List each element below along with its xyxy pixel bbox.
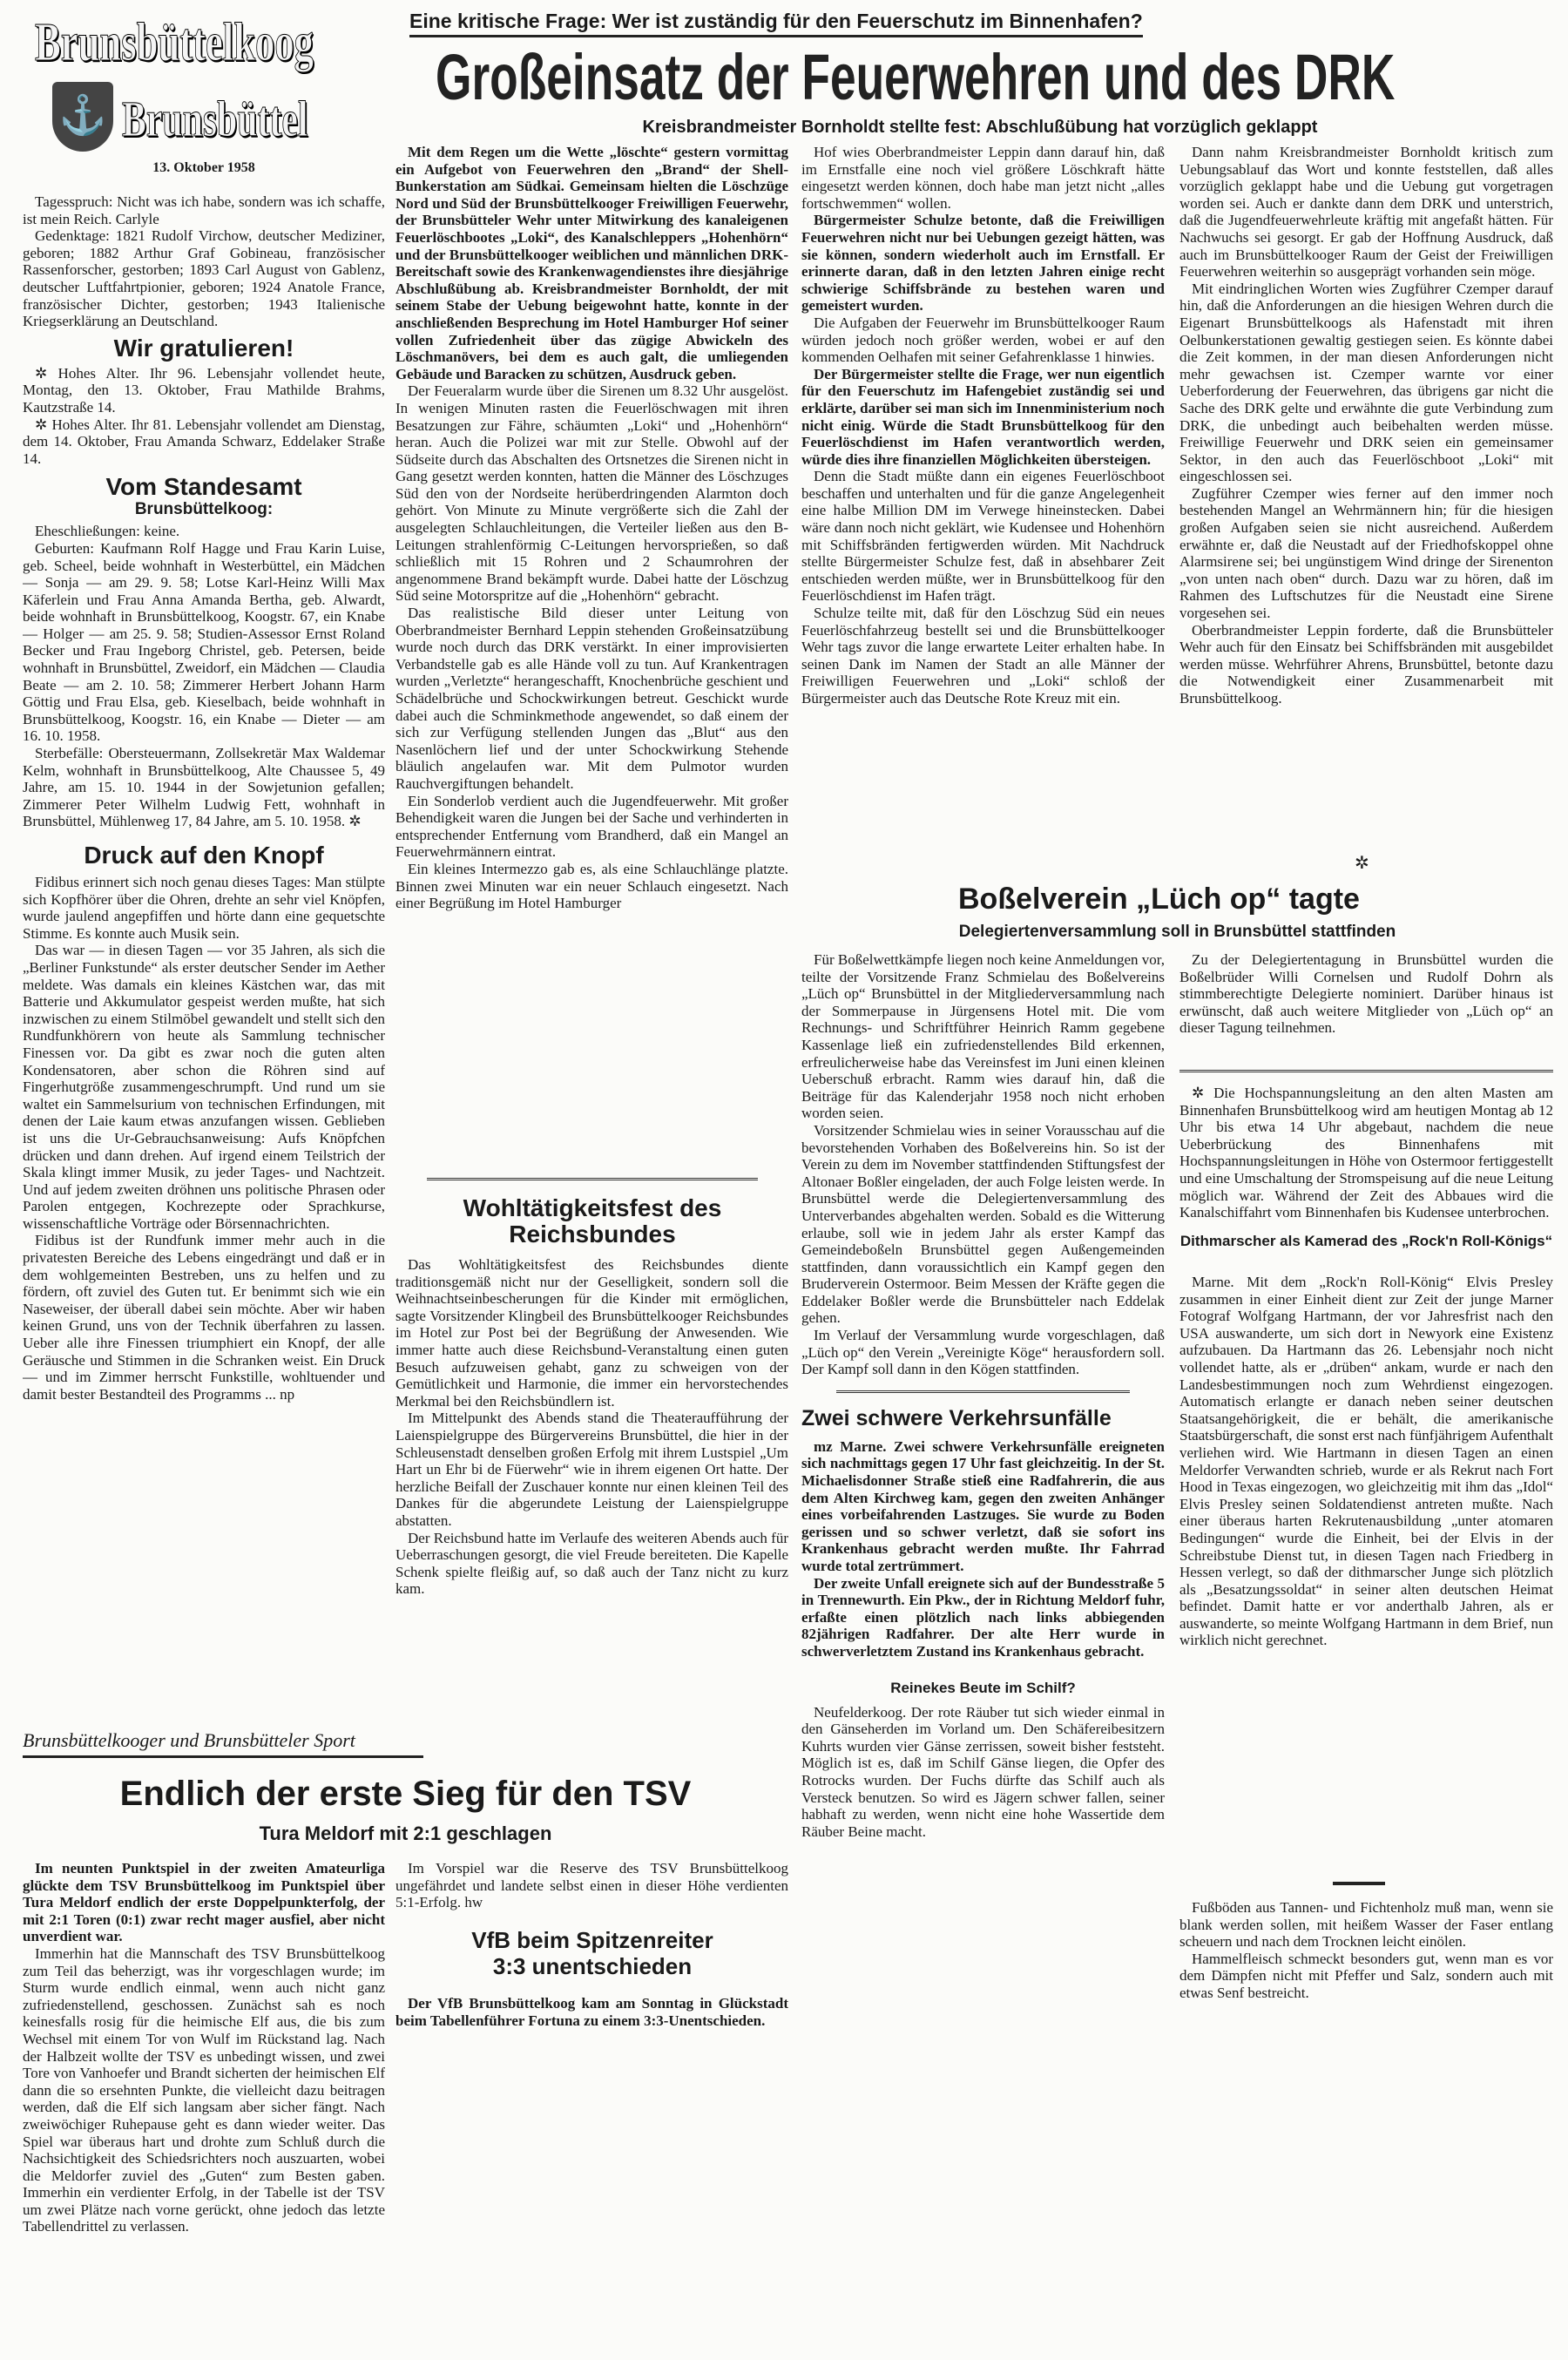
reineke-title: Reinekes Beute im Schilf? (890, 1679, 1076, 1696)
main-column-3 (1179, 144, 1553, 849)
vfb-title: VfB beim Spitzenreiter 3:3 unentschieden (471, 1927, 713, 1979)
bossel-paragraph: Im Verlauf der Versammlung wurde vorgeschlagen, daß „Lüch op“ den Verein „Vereinigte Köge“ herausfordern soll. Der Kampf soll dann in den Kögen stattfinden. (801, 1327, 1165, 1378)
main-paragraph: Denn die Stadt müßte dann ein eigenes Feuerlöschboot beschaffen und unterhalten und für die ganze Angelegenheit eine halbe Million DM im Verwege hineinstecken. Dabei wäre dann noch nicht geklärt, wie Kudensee und Hohenhörn mit Schiffsbränden fertigwerden würden. Mit Nachdruck stellte Bürgermeister Schulze fest, daß in absehbarer Zeit entschieden werden müßte, wer in Brunsbüttelkoog für den Feuerlöschdienst im Hafen trägt. (801, 468, 1165, 605)
masthead-line1: Brunsbüttelkoog (35, 13, 314, 72)
bossel-subtitle: Delegiertenversammlung soll in Brunsbüttel stattfinden (958, 923, 1396, 941)
sport-paragraph: Immerhin hat die Mannschaft des TSV Brunsbüttelkoog zum Teil das beherzigt, was ihr vorgeschlagen wurde; im Sturm wurde endlich einmal, wenn auch nicht ganz zufriedenstellend, geschossen. Zunächst sah es noch keinesfalls rosig für die heimische Elf aus, die bis zum Wechsel mit einem Tor von Wulf im Rückstand lag. Nach der Halbzeit wollte der TSV es unbedingt wissen, und zwei Tore von Vanhoefer und Brandt sicherten der heimischen Elf dann die so ersehnten Punkte, die vielleicht dazu beitragen werden, daß die Elf sich langsam aber sicher fängt. Nach zweiwöchiger Ruhepause geht es dann wieder weiter. Das Spiel war überaus hart und drohte zum Schluß durch die Nachsichtigkeit des Schiedsrichters noch auszuarten, wobei die Meldorfer zuviel des „Guten“ zum Besten gaben. Immerhin ein verdienter Erfolg, in der Tabelle ist der TSV um zwei Plätze nach vorne gerückt, ohne jedoch das letzte Tabellendrittel zu verlassen. (23, 1944, 385, 2235)
knopf-paragraph: Fidibus ist der Rundfunk immer mehr auch in die privatesten Bereiche des Lebens eingedrängt und daß er in dem wohlgemeinten Bestreben, uns zu helfen und zu fördern, oft zuviel des Guten tut. Er benimmt sich wie ein Naseweiser, der überall dabei sein möchte. Aber wir haben keinen Grund, uns von der Technik überfahren zu lassen. Ueber alle ihre Finessen triumphiert ein Knopf, der alle Geräusche und Stimmen in die Schranken weist. Ein Druck — und im Zimmer herrscht Funkstille, wohltuender und damit bester Bestandteil des Programms ... np (23, 1232, 385, 1403)
divider (1333, 1882, 1385, 1885)
reichsbund-title: Wohltätigkeitsfest des Reichsbundes (463, 1195, 722, 1248)
main-lead: Mit dem Regen um die Wette „löschte“ gestern vormittag ein Aufgebot von Feuerwehren den „Brand“ der Shell-Bunkerstation am Südkai. Gemeinsam hielten die Löschzüge Nord und Süd der Brunsbüttelkooger Freiwilligen Feuerwehr, der Brunsbütteler Wehr unter Mitwirkung des kanaleigenen Feuerlöschbootes „Loki“, des Kanalschleppers „Hohenhörn“ und der Brunsbüttelkooger weiblichen und männlichen DRK-Bereitschaft sowie des Krankenwagendienstes ihre diesjährige Abschlußübung ab. Kreisbrandmeister Bornholdt, der mit seinem Stabe der Uebung beigewohnt hatte, konnte in der anschließenden Besprechung im Hotel Hamburger Hof seiner vollen Zufriedenheit über das zügige Abwickeln des Löschmanövers, bei dem es auch galt, die umliegenden Gebäude und Baracken zu schützen, Ausdruck geben. (395, 144, 788, 382)
standesamt-entry: Eheschließungen: keine. (35, 523, 180, 540)
tagesspruch: Tagesspruch: Nicht was ich habe, sondern was ich schaffe, ist mein Reich. Carlyle (23, 193, 385, 227)
main-paragraph: Ein Sonderlob verdient auch die Jugendfeuerwehr. Mit großer Behendigkeit waren die Jungen bei der Sache und verhinderten in entsprechender Entfernung vom Brandherd, daß ein Mangel an Feuerwehrmännern eintrat. (395, 792, 788, 861)
reichsbund-paragraph: Der Reichsbund hatte im Verlaufe des weiteren Abends auch für Ueberraschungen gesorgt, die viel Freude bereiteten. Die Kapelle Schenk spielte fleißig auf, so daß auch der Tanz nicht zu kurz kam. (395, 1529, 788, 1598)
main-paragraph: Bürgermeister Schulze betonte, daß die Freiwilligen Feuerwehren nicht nur bei Uebungen gezeigt hätten, was sie können, sondern wiederholt auch im Ernstfall. Er erinnerte daran, daß in den letzten Jahren einige recht schwierige Schiffsbrände zu bestehen waren und gemeistert wurden. (801, 212, 1165, 314)
reichsbund-paragraph: Das Wohltätigkeitsfest des Reichsbundes diente traditionsgemäß nicht nur der Geselligkeit, sondern soll die Weihnachtseinbescherungen für die Kinder mit ermöglichen, sagte Vorsitzender Klingbeil des Brunsbüttelkooger Reichsbundes im Hotel zur Post bei der Begrüßung der Anwesenden. Wie immer hatte auch diese Reichsbund-Veranstaltung einen guten Besuch aufzuweisen gehabt, ganz zu schweigen von der Gemütlichkeit und Harmonie, die immer ein hervorstechendes Merkmal bei den Reichsbündlern ist. (395, 1256, 788, 1410)
main-kicker: Eine kritische Frage: Wer ist zuständig für den Feuerschutz im Binnenhafen? (409, 9, 1143, 37)
divider (427, 1178, 758, 1180)
main-paragraph: Zugführer Czemper wies ferner auf den immer noch bestehenden Mangel an Wehrmännern hin; für die hiesigen großen Aufgaben seien sie nicht ausreichend. Außerdem erwähnte er, daß die Neustadt auf der Friedhofskoppel ohne Alarmsirene sei; bei ungünstigem Wind dringe der Sirenenton „von unten nach oben“ durch. Dazu war zu hören, daß im Rahmen des Luftschutzes für die Neustadt eine Sirene vorgesehen sei. (1179, 484, 1553, 622)
coat-of-arms-icon: ⚓ (52, 82, 113, 152)
gratulation-item: ✲ Hohes Alter. Ihr 96. Lebensjahr vollendet heute, Montag, den 13. Oktober, Frau Mathilde Brahms, Kautzstraße 14. (23, 364, 385, 416)
main-paragraph: Oberbrandmeister Leppin forderte, daß die Brunsbütteler Wehr auch für den Einsatz bei Schiffsbränden mit ausgebildet werden müsse. Wehrführer Ahrens, Brunsbüttel, betonte dazu die Notwendigkeit einer Zusammenarbeit mit Brunsbüttelkoog. (1179, 621, 1553, 707)
hochspannung-text: ✲ Die Hochspannungsleitung an den alten Masten am Binnenhafen Brunsbüttelkoog wird am heutigen Montag ab 12 Uhr bis etwa 14 Uhr abgebaut, nachdem die neue Ueberbrückung des Binnenhafens mit Hochspannungsleitungen in Höhe von Ostermoor fertiggestellt und eine Umschaltung der Stromspeisung auf die neue Leitung möglich war. Während der Zeit des Abbaues wird die Kanalschiffahrt vom Binnenhafen bis Kudensee unterbrochen. (1179, 1085, 1553, 1221)
unfaelle-paragraph: Der zweite Unfall ereignete sich auf der Bundesstraße 5 in Trennewurth. Ein Pkw., der in Richtung Meldorf fuhr, erfaßte einen plötzlich nach links abbiegenden 82jährigen Radfahrer. Der alte Herr wurde in schwerverletztem Zustand ins Krankenhaus gebracht. (801, 1574, 1165, 1660)
column-2-lower (801, 951, 1165, 2356)
vfb-article (395, 1995, 788, 2065)
bossel-title: Boßelverein „Lüch op“ tagte (958, 882, 1360, 916)
issue-date: 13. Oktober 1958 (152, 160, 255, 175)
divider (1179, 1070, 1553, 1072)
main-paragraph: Schulze teilte mit, daß für den Löschzug Süd ein neues Feuerlöschfahrzeug bestellt sei und die Brunsbüttelkooger Wehr tags zuvor die lange erwartete Leiter erhalten habe. In seinen Dank im Namen der Stadt an alle Männer der Freiwilligen Feuerwehren und „Loki“ schloß der Bürgermeister auch das Deutsche Rote Kreuz mit ein. (801, 605, 1165, 707)
reineke-article (801, 1704, 1165, 1841)
main-headline: Großeinsatz der Feuerwehren und des DRK (436, 42, 1396, 113)
main-column-1 (395, 144, 788, 1167)
sport-subline: Tura Meldorf mit 2:1 geschlagen (259, 1822, 552, 1844)
main-paragraph: Mit eindringlichen Worten wies Zugführer Czemper darauf hin, daß die Anforderungen an die hiesigen Wehren durch die Eigenart Brunsbüttelkoogs als Hafenstadt mit ihren Oelbunkerstationen gewaltig gestiegen seien. Es könnte dabei die Zeit kommen, in der man diesen Anforderungen nicht mehr gewachsen ist. Czemper warnte vor einer Ueberforderung der Feuerwehren, das übrigens gar nicht die Sache des DRK gelte und erwähnte die gute Verbindung zum DRK, die unbedingt auch beibehalten werden müsse. Freiwillige Feuerwehr und DRK seien ein gemeinsamer Sektor, in den auch das Feuerlöschboot „Loki“ mit eingeschlossen sei. (1179, 280, 1553, 485)
reichsbund-paragraph: Im Mittelpunkt des Abends stand die Theateraufführung der Laienspielgruppe des Bürgervereins Brunsbüttel, die hier in der Schleusenstadt denselben großen Erfolg mit ihrem Lustspiel „Um Hart un Ehr bi de Füerwehr“ wie in ihrem eigenen Ort hatte. Der herzliche Beifall der Zuschauer konnte nur einen kleinen Teil des Dankes für die abgerundete Leistung der Laienspielgruppe abstatten. (395, 1410, 788, 1529)
vorspiel-text: Im Vorspiel war die Reserve des TSV Brunsbüttelkoog ungefährdet und landete selbst einen in dieser Höhe verdienten 5:1-Erfolg. hw (395, 1860, 788, 1911)
sport-article (23, 1860, 385, 2357)
tipp-text: Fußböden aus Tannen- und Fichtenholz muß man, wenn sie blank werden sollen, mit heißem Wasser der Faser entlang scheuern und nach dem Trocknen leicht einölen. (1179, 1899, 1553, 1951)
main-paragraph: Hof wies Oberbrandmeister Leppin dann darauf hin, daß im Ernstfalle eine noch viel größere Löschkraft hätte eingesetzt werden können, doch habe man jetzt nicht „alles fortschwemmen“ wollen. (801, 144, 1165, 212)
knopf-paragraph: Das war — in diesen Tagen — vor 35 Jahren, als sich die „Berliner Funkstunde“ als erster deutscher Sender im Aether meldete. Was damals ein kleines Kästchen war, das mit Batterie und Akkumulator gespeist werden mußte, hat sich inzwischen zu einem Stilmöbel gewandelt und stellt sich den Rundfunkhörern von heute als Sammlung technischer Finessen vor. Da gibt es zwar noch die guten alten Kondensatoren, aber schon die Röhren sind auf Fingerhutgröße zusammengeschrumpft. Und rund um sie waltet ein Sammelsurium von technischen Erfindungen, mit denen der Laie kaum etwas anzufangen wissen. Geblieben ist uns die Ur-Gebrauchsanweisung: Aufs Knöpfchen drücken und dann drehen. Auf irgend einem Teilstrich der Skala klingt immer Musik, zu jeder Tages- und Nachtzeit. Und auf jedem zweiten dröhnen uns politische Phrasen oder Parolen entgegen, Kochrezepte oder Sprachkurse, wissenschaftliche Vorträge oder Börsennachrichten. (23, 942, 385, 1232)
masthead-line2: Brunsbüttel (122, 91, 308, 147)
sport-section-label: Brunsbüttelkooger und Brunsbütteler Sport (23, 1729, 423, 1758)
standesamt-title: Vom Standesamt (105, 473, 302, 501)
sport-headline: Endlich der erste Sieg für den TSV (119, 1775, 692, 1813)
reineke-text: Neufelderkoog. Der rote Räuber tut sich wieder einmal in den Gänseherden im Vorland um. Den Schäfereibesitzern Kuhrts wurden vier Gänse zerrissen, soweit bisher feststeht. Möglich ist es, daß im Schilf Gänse liegen, die Opfer des Rotrocks wurden. Der Fuchs dürfte das Schilf auch als Versteck benutzen. So wird es Jägern schwer fallen, seiner habhaft zu werden, wenn nicht eine hohe Wassertide dem Räuber Beine macht. (801, 1703, 1165, 1840)
standesamt-entry: Geburten: Kaufmann Rolf Hagge und Frau Karin Luise, geb. Scheel, beide wohnhaft in Westerbüttel, ein Mädchen — Sonja — am 29. 9. 58; Lotse Karl-Heinz Willi Max Käferlein und Frau Anna Amanda Bertha, geb. Alwardt, beide wohnhaft in Brunsbüttelkoog, Koogstr. 67, ein Knabe — Holger — am 25. 9. 58; Studien-Assessor Ernst Roland Becker und Frau Ingeborg Christel, geb. Petersen, beide wohnhaft in Brunsbüttel, Zweidorf, ein Mädchen — Claudia Beate — am 2. 10. 58; Zimmerer Herbert Johann Harm Göttig und Frau Elsa, geb. Kieselbach, beide wohnhaft in Brunsbüttelkoog, Koogstr. 16, ein Knabe — Dieter — am 16. 10. 1958. (23, 539, 385, 745)
hochspannung-notice (1179, 1085, 1553, 1222)
knopf-paragraph: Fidibus erinnert sich noch genau dieses Tages: Man stülpte sich Kopfhörer über die Ohren, drehte an sehr viel Knöpfen, wurde jaulend angepfiffen und hörte dann eine gequetschte Stimme. Es konnte auch Musik sein. (23, 874, 385, 942)
unfaelle-title: Zwei schwere Verkehrsunfälle (801, 1405, 1112, 1430)
standesamt-subtitle: Brunsbüttelkoog: (134, 500, 274, 519)
reichsbund-article (395, 1256, 788, 1605)
masthead (35, 12, 392, 155)
main-paragraph: Dann nahm Kreisbrandmeister Bornholdt kritisch zum Uebungsablauf das Wort und konnte feststellen, daß alles vorzüglich geklappt habe und die Uebung gut vorgetragen worden sei. Auch er dankte dann dem DRK und unterstrich, daß die Jugendfeuerwehrleute kräftig mit angefaßt hätten. Für Nachwuchs sei gesorgt. Er gab der Hoffnung Ausdruck, daß auch im Brunsbüttelkooger Raum der Geist der Freiwilligen Feuerwehren weiterhin so ausgeprägt vorhanden sein möge. (1179, 144, 1553, 281)
bossel-column-a (801, 951, 1165, 1378)
main-paragraph: Der Bürgermeister stellte die Frage, wer nun eigentlich für den Feuerschutz im Hafengebiet zuständig sei und erklärte, darüber sei man sich im Innenministerium noch nicht einig. Würde die Stadt Brunsbüttelkoog für den Feuerlöschdienst im Hafen verantwortlich werden, würde dies ihre finanziellen Möglichkeiten übersteigen. (801, 365, 1165, 468)
unfaelle-paragraph: mz Marne. Zwei schwere Verkehrsunfälle ereigneten sich nachmittags gegen 17 Uhr fast gleichzeitig. In der St. Michaelisdonner Straße stieß eine Radfahrerin, die aus dem Alten Kirchweg kam, gegen den zweiten Anhänger eines vorbeifahrenden Lastzuges. Sie wurde zu Boden gerissen und so schwer verletzt, daß sie sofort ins Krankenhaus gebracht werden mußte. Ihr Fahrrad wurde total zertrümmert. (801, 1437, 1165, 1574)
elvis-text: Marne. Mit dem „Rock'n Roll-König“ Elvis Presley zusammen in einer Einheit dient zur Zeit der junge Marner Fotograf Wolfgang Hartmann, der vor Jahresfrist nach den USA auswanderte, um sich dort in Newyork eine Existenz aufzubauen. Da Hartmann das 26. Lebensjahr noch nicht vollendet hatte, als er „drüben“ ankam, wurde er nach den Landesbestimmungen noch zum Wehrdienst eingezogen. Automatisch erlangte er danach neben seiner deutschen Staatsangehörigkeit, die er behält, die amerikanische Staatsbürgerschaft, die sonst erst nach fünfjährigem Aufenthalt verliehen wird. Wie Hartmann in diesen Tagen an einen Meldorfer Verwandten schrieb, wurde er als Rekrut nach Fort Hood in Texas eingezogen, wo gleichzeitig mit ihm das „Idol“ Elvis Presley seinen Soldatendienst antreten mußte. Nach einer überaus harten Rekrutenausbildung „unter atomaren Bedingungen“ wurde die Einheit, bei der Elvis in der Schreibstube Dienst tut, in diesen Tagen nach Friedberg in Hessen verlegt, so daß der dithmarscher Junge sich plötzlich als „Besatzungssoldat“ in seiner alten deutschen Heimat befindet. Damit hatte er vor anderthalb Jahren, als er auswanderte, so meinte Wolfgang Hartmann in dem Brief, nun wirklich nicht gerechnet. (1179, 1274, 1553, 1649)
knopf-title: Druck auf den Knopf (84, 842, 324, 869)
elvis-title: Dithmarscher als Kamerad des „Rock'n Roll-Königs“ (1179, 1233, 1553, 1249)
bossel-column-b (1179, 951, 1553, 1063)
bossel-paragraph: Vorsitzender Schmielau wies in seiner Vorausschau auf die bevorstehenden Vorhaben des Boßelvereins hin. So ist der Verein zu dem im November stattfindenden Stiftungsfest der Altonaer Boßler eingeladen, der auch Folge leisten werde. In Brunsbüttel werde die Delegiertenversammlung des Unterverbandes abgehalten werden. Sobald es die Witterung erlaube, soll wie in jedem Jahr als erster Kampf das Gemeindeboßeln Brunsbüttel gegen Außengemeinden stattfinden, dann voraussichtlich ein Kampf gegen den Bruderverein Ostermoor. Beim Messen der Kräfte gegen die Eddelaker Boßler werde die Brunsbütteler nach Eddelak gehen. (801, 1121, 1165, 1327)
vorspiel-article (395, 1860, 788, 1921)
standesamt-entry: Sterbefälle: Obersteuermann, Zollsekretär Max Waldemar Kelm, wohnhaft in Brunsbüttelkoog, Alte Chaussee 5, 49 Jahre, am 15. 10. 1944 in der Sowjetunion gefallen; Zimmerer Peter Wilhelm Ludwig Fett, wohnhaft in Brunsbüttel, Mühlenweg 17, 84 Jahre, am 5. 10. 1958. ✲ (23, 745, 385, 830)
main-paragraph: Ein kleines Intermezzo gab es, als eine Schlauchlänge platzte. Binnen zwei Minuten war ein neuer Schlauch eingesetzt. Nach einer Begrüßung im Hotel Hamburger (395, 860, 788, 912)
gratulation-item: ✲ Hohes Alter. Ihr 81. Lebensjahr vollendet am Dienstag, dem 14. Oktober, Frau Amanda Schwarz, Eddelaker Straße 14. (23, 416, 385, 467)
bossel-paragraph: Zu der Delegiertentagung in Brunsbüttel wurden die Boßelbrüder Willi Cornelsen und Rudolf Dohrn als stimmberechtigte Delegierte nominiert. Darüber hinaus ist erwünscht, daß auch weitere Mitglieder von „Lüch op“ an dieser Tagung teilnehmen. (1179, 951, 1553, 1037)
main-column-2 (801, 144, 1165, 867)
sport-lead: Im neunten Punktspiel in der zweiten Amateurliga glückte dem TSV Brunsbüttelkoog im Punktspiel über Tura Meldorf endlich der erste Doppelpunkterfolg, der mit 2:1 Toren (0:1) zwar recht mager ausfiel, aber nicht unverdient war. (23, 1860, 385, 1945)
unfaelle-article (801, 1438, 1165, 1660)
main-paragraph: Der Feueralarm wurde über die Sirenen um 8.32 Uhr ausgelöst. In wenigen Minuten rasten die Feuerlöschwagen mit ihren Besatzungen zur Fähre, schäumten „Loki“ und „Hohenhörn“ heran. Auch die Polizei war mit zur Stelle. Obwohl auf der Südseite durch das Abschalten des Ortsnetzes die Sirenen nicht in Gang gesetzt werden konnten, hatten die Männer des Löschzuges Süd den von der Nordseite herüberdringenden Alarmton doch gehört. Von Minute zu Minute vergrößerte sich die Zahl der ausgelegten Schlauchleitungen, die Verteiler ließen aus den B-Leitungen strahlenförmig C-Leitungen hervorsprießen, so daß schließlich mit 15 Rohren und 2 Schaumrohren der angenommene Brand bekämpft wurde. Dabei hatte der Löschzug Süd seine Motorspritze auf die „Hohenhörn“ gebracht. (395, 382, 788, 605)
main-paragraph: Die Aufgaben der Feuerwehr im Brunsbüttelkooger Raum würden jedoch noch größer werden, wobei er auf den kommenden Oelhafen mit seiner Gefahrenklasse 1 hinwies. (801, 314, 1165, 366)
main-paragraph: Das realistische Bild dieser unter Leitung von Oberbrandmeister Bernhard Leppin stehenden Großeinsatzübung wurde noch durch das DRK verstärkt. In einer improvisierten Verbandstelle gab es alle Hände voll zu tun. Auf Krankentragen wurden „Verletzte“ herangeschafft, Knochenbrüche geschient und Schädelbrüche und Schockwirkungen betreut. Geschickt wurde dabei auch die Schminkmethode angewendet, so daß einem der sich zur Verfügung stellenden Jungen das „Blut“ aus den Nasenlöchern lief und der unter Schockwirkung Stehende bläulich angelaufen war. Mit dem Pulmotor wurden Rauchvergiftungen behandelt. (395, 605, 788, 792)
tipp-text: Hammelfleisch schmeckt besonders gut, wenn man es vor dem Dämpfen nicht mit Pfeffer und Salz, sondern auch mit etwas Senf bestreicht. (1179, 1950, 1553, 2001)
divider (836, 1390, 1130, 1393)
elvis-article (1179, 1274, 1553, 1875)
vfb-text: Der VfB Brunsbüttelkoog kam am Sonntag in Glückstadt beim Tabellenführer Fortuna zu einem 3:3-Unentschieden. (395, 1995, 788, 2029)
left-column (23, 193, 385, 1587)
main-subline: Kreisbrandmeister Bornholdt stellte fest: Abschlußübung hat vorzüglich geklappt (642, 118, 1318, 137)
gratulieren-title: Wir gratulieren! (113, 334, 294, 362)
tipps (1179, 1899, 1553, 2073)
end-mark-icon: ✲ (1355, 854, 1369, 873)
gedenktage: Gedenktage: 1821 Rudolf Virchow, deutscher Mediziner, geboren; 1882 Arthur Graf Gobineau, französischer Rassenforscher, gestorben; 1893 Carl August von Gablenz, deutscher Luftfahrtpionier, geboren; 1924 Anatole France, französischer Dichter, gestorben; 1943 Italienische Kriegserklärung an Deutschland. (23, 227, 385, 330)
bossel-paragraph: Für Boßelwettkämpfe liegen noch keine Anmeldungen vor, teilte der Vorsitzende Franz Schmielau des Boßelvereins „Lüch op“ Brunsbüttel in der Mitgliederversammlung nach der Sommerpause in Jürgensens Hotel mit. Die vom Rechnungs- und Schriftführer Heinrich Ramm gegebene Kassenlage ließ ein zufriedenstellendes Bild erkennen, erfreulicherweise habe das Vereinsfest im Juni einen kleinen Ueberschuß erbracht. Ramm wies darauf hin, daß die Beiträge für das Kalenderjahr 1958 noch nicht erhoben worden seien. (801, 951, 1165, 1122)
